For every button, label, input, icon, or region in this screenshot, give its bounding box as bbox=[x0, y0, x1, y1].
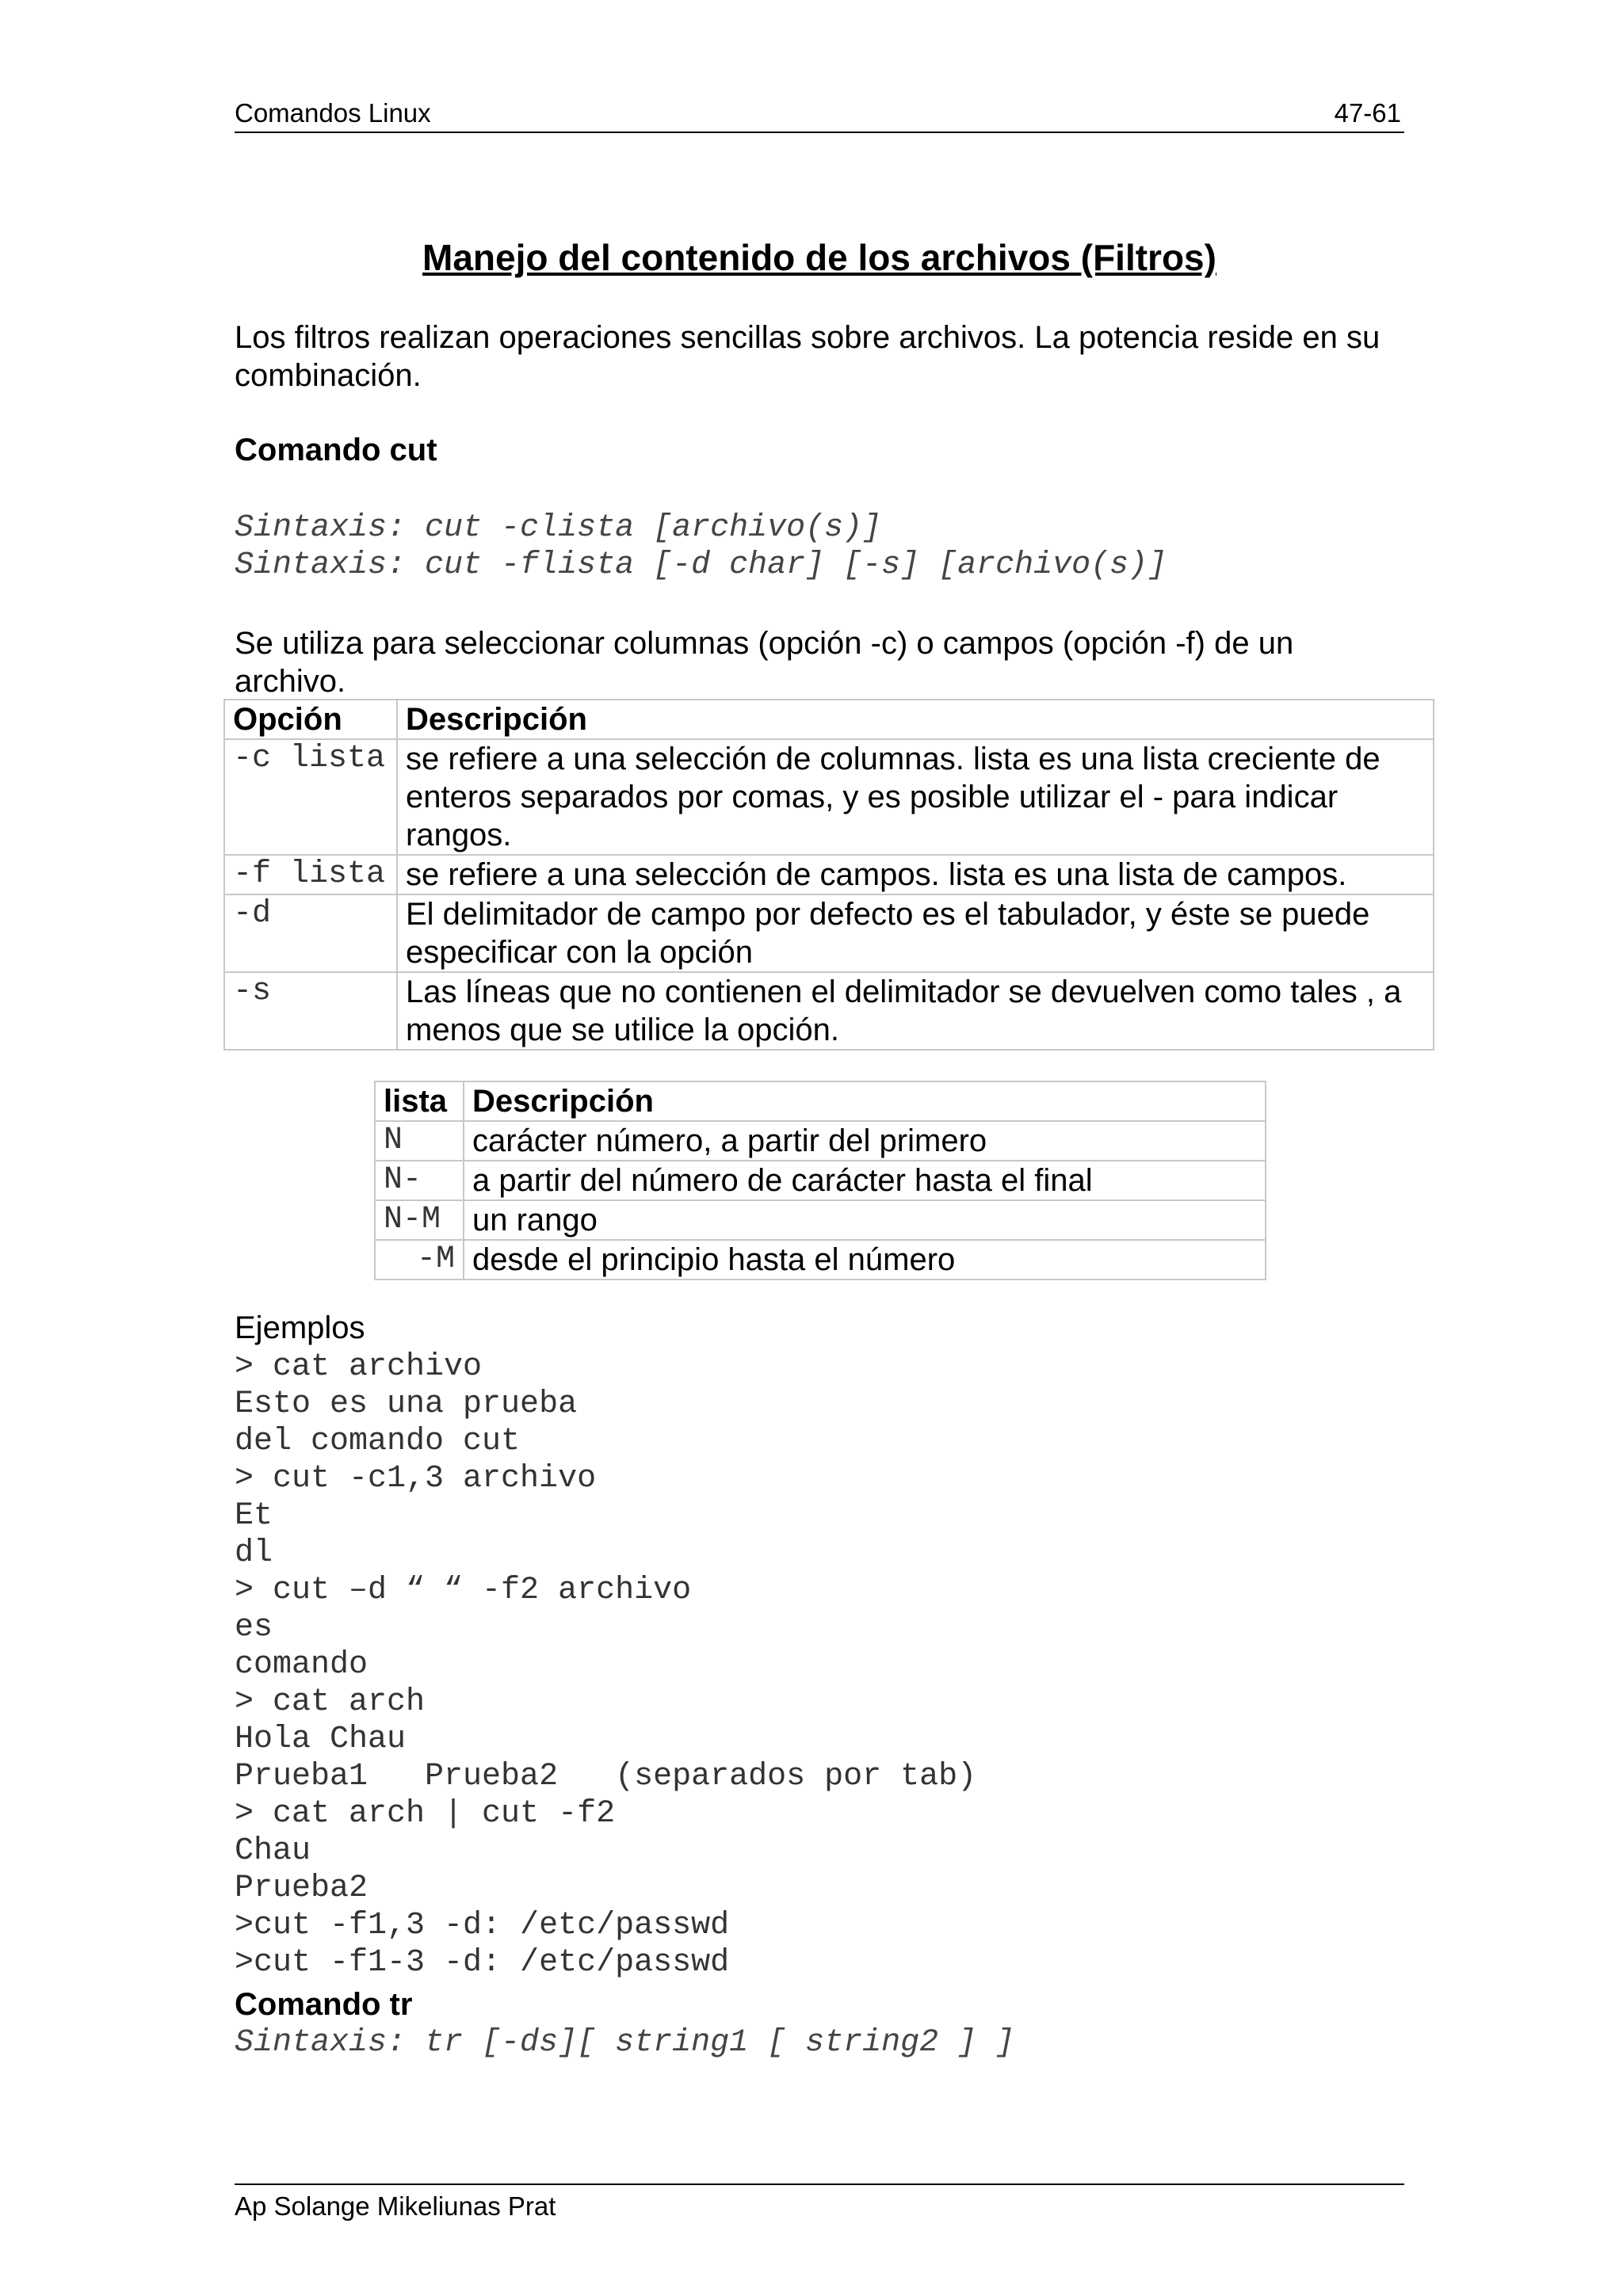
table-row bbox=[375, 1121, 1266, 1161]
section-title: Manejo del contenido de los archivos (Filtros) bbox=[422, 237, 1216, 278]
description-cell: se refiere a una selección de columnas. lista es una lista creciente de enteros separados por comas, y es posible utilizar el - para indicar rangos. bbox=[397, 739, 1434, 855]
list-table bbox=[374, 1081, 1266, 1280]
table-header-cell: Descripción bbox=[397, 700, 1434, 739]
option-cell: -d bbox=[224, 894, 397, 972]
example-line: Prueba2 bbox=[235, 1871, 369, 1906]
table-header-cell: Opción bbox=[224, 700, 397, 739]
example-line: >cut -f1-3 -d: /etc/passwd bbox=[235, 1945, 730, 1981]
list-cell: N-M bbox=[375, 1200, 464, 1240]
example-line: Et bbox=[235, 1498, 273, 1534]
option-cell: -c lista bbox=[224, 739, 397, 855]
table-row bbox=[375, 1240, 1266, 1280]
description-cell: se refiere a una selección de campos. lista es una lista de campos. bbox=[397, 855, 1434, 894]
description-cell: un rango bbox=[464, 1200, 1266, 1240]
description-cell: desde el principio hasta el número bbox=[464, 1240, 1266, 1280]
example-line: > cat archivo bbox=[235, 1349, 483, 1385]
tr-heading: Comando tr bbox=[235, 1987, 413, 2022]
table-row bbox=[224, 894, 1434, 972]
page-header bbox=[235, 97, 1404, 133]
cut-heading: Comando cut bbox=[235, 433, 437, 467]
examples-label: Ejemplos bbox=[235, 1310, 365, 1345]
page-number: 47-61 bbox=[1334, 98, 1401, 128]
example-line: del comando cut bbox=[235, 1424, 521, 1459]
examples-block bbox=[235, 1348, 976, 1981]
options-table bbox=[223, 699, 1434, 1051]
table-header-row bbox=[375, 1081, 1266, 1121]
list-cell: N bbox=[375, 1121, 464, 1161]
table-header-cell: lista bbox=[375, 1081, 464, 1121]
cut-description: Se utiliza para seleccionar columnas (opción -c) o campos (opción -f) de un archivo. bbox=[235, 626, 1294, 699]
cut-syntax-2: Sintaxis: cut -flista [-d char] [-s] [archivo(s)] bbox=[235, 547, 1167, 583]
list-cell: N- bbox=[375, 1161, 464, 1200]
example-line: es bbox=[235, 1610, 273, 1646]
option-cell: -f lista bbox=[224, 855, 397, 894]
description-cell: Las líneas que no contienen el delimitador se devuelven como tales , a menos que se utilice la opción. bbox=[397, 972, 1434, 1050]
example-line: Esto es una prueba bbox=[235, 1386, 578, 1422]
example-line: >cut -f1,3 -d: /etc/passwd bbox=[235, 1908, 730, 1943]
table-row bbox=[224, 972, 1434, 1050]
table-row bbox=[224, 855, 1434, 894]
example-line: > cat arch | cut -f2 bbox=[235, 1796, 616, 1832]
example-line: Prueba1 Prueba2 (separados por tab) bbox=[235, 1759, 977, 1794]
table-header-row bbox=[224, 700, 1434, 739]
page-footer: Ap Solange Mikeliunas Prat bbox=[235, 2183, 1404, 2222]
table-row bbox=[375, 1161, 1266, 1200]
cut-syntax-1: Sintaxis: cut -clista [archivo(s)] bbox=[235, 510, 882, 546]
list-cell: -M bbox=[375, 1240, 464, 1280]
example-line: Hola Chau bbox=[235, 1722, 407, 1757]
table-row bbox=[375, 1200, 1266, 1240]
description-cell: a partir del número de carácter hasta el final bbox=[464, 1161, 1266, 1200]
description-cell: El delimitador de campo por defecto es el tabulador, y éste se puede especificar con la opción bbox=[397, 894, 1434, 972]
table-header-cell: Descripción bbox=[464, 1081, 1266, 1121]
example-line: Chau bbox=[235, 1833, 311, 1869]
example-line: > cut –d “ “ -f2 archivo bbox=[235, 1573, 692, 1608]
header-title: Comandos Linux bbox=[235, 98, 431, 128]
tr-syntax: Sintaxis: tr [-ds][ string1 [ string2 ] ] bbox=[235, 2025, 1015, 2061]
intro-paragraph: Los filtros realizan operaciones sencillas sobre archivos. La potencia reside en su combinación. bbox=[235, 320, 1381, 393]
example-line: > cut -c1,3 archivo bbox=[235, 1461, 597, 1497]
example-line: > cat arch bbox=[235, 1684, 426, 1720]
table-row bbox=[224, 739, 1434, 855]
description-cell: carácter número, a partir del primero bbox=[464, 1121, 1266, 1161]
example-line: dl bbox=[235, 1535, 273, 1571]
option-cell: -s bbox=[224, 972, 397, 1050]
example-line: comando bbox=[235, 1647, 369, 1683]
